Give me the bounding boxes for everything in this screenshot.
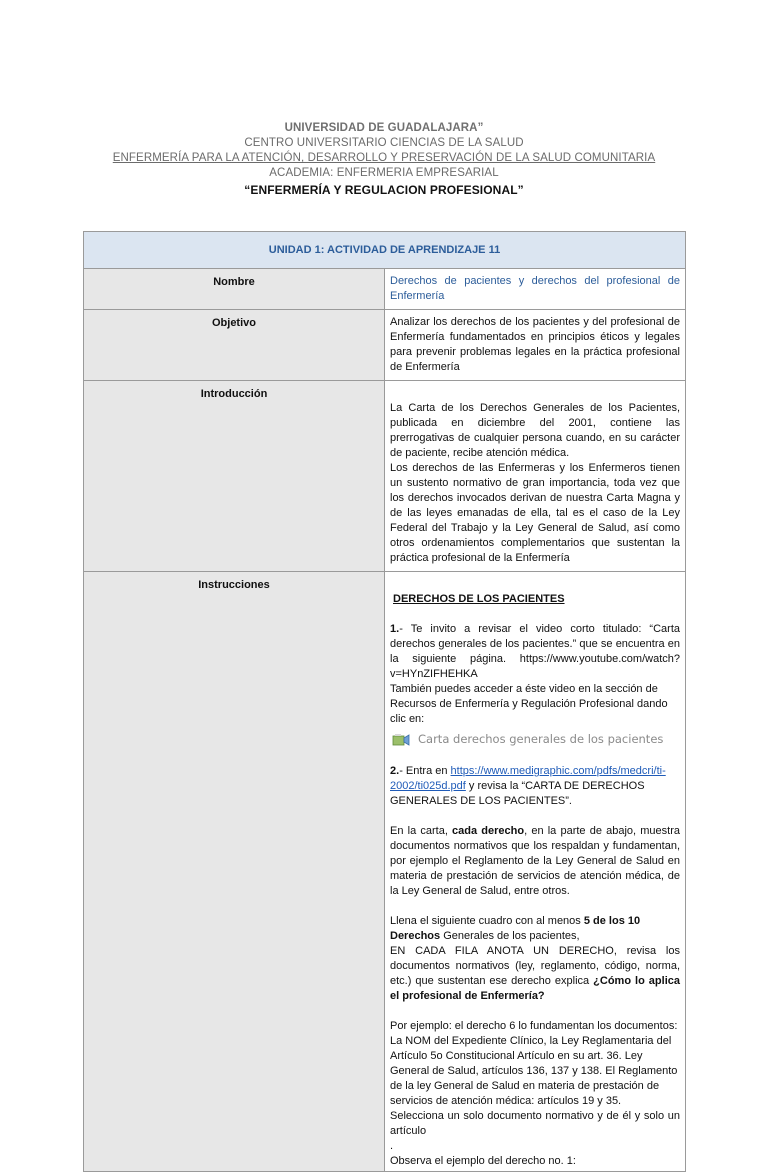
- academy-name: ACADEMIA: ENFERMERIA EMPRESARIAL: [269, 167, 499, 179]
- introduccion-label: Introducción: [84, 381, 385, 572]
- video-link[interactable]: [392, 729, 680, 749]
- step-1-text: - Te invito a revisar el video corto titulado: “Carta derechos generales de los pacientes.” que se encuentra en la siguiente página. https://www.youtube.com/watch?v=HYnZIFHEHKA: [390, 623, 680, 680]
- paragraph-3: [390, 824, 680, 899]
- objetivo-label: Objetivo: [84, 310, 385, 381]
- p4-bold2: ¿Cómo lo aplica el profesional de Enfermería?: [390, 975, 680, 1002]
- instrucciones-value: [385, 572, 686, 1172]
- paragraph-5-line-2: Selecciona un solo documento normativo y de él y solo un artículo: [390, 1110, 680, 1137]
- step-2-post: y revisa la “CARTA DE DERECHOS GENERALES DE LOS PACIENTES”.: [390, 780, 645, 807]
- intro-paragraph-2: Los derechos de las Enfermeras y los Enfermeros tienen un sustento normativo de gran importancia, toda vez que los derechos invocados derivan de nuestra Carta Magna y de las leyes emanadas de ella, tal es el caso de la Ley Federal del Trabajo y la Ley General de Salud, así como otros ordenamientos complementarios que sustentan la práctica profesional de la Enfermería: [390, 462, 680, 564]
- program-name: ENFERMERÍA PARA LA ATENCIÓN, DESARROLLO Y PRESERVACIÓN DE LA SALUD COMUNITARIA: [112, 152, 656, 164]
- instrucciones-row: [84, 572, 686, 1172]
- paragraph-4: [390, 914, 680, 944]
- video-link-label[interactable]: Carta derechos generales de los pacientes: [418, 731, 664, 746]
- step-1: [390, 622, 680, 682]
- nombre-label: Nombre: [84, 269, 385, 310]
- step-2-pre: - Entra en: [399, 765, 451, 777]
- course-title: “ENFERMERÍA Y REGULACION PROFESIONAL”: [244, 183, 524, 197]
- p4-post: Generales de los pacientes,: [440, 930, 580, 942]
- university-name: UNIVERSIDAD DE GUADALAJARA”: [284, 122, 484, 134]
- step-2-number: 2.: [390, 765, 400, 777]
- objetivo-value: Analizar los derechos de los pacientes y del profesional de Enfermería fundamentados en principios éticos y legales para prevenir problemas legales en la práctica profesional de Enfermería: [385, 310, 686, 381]
- instrucciones-label: Instrucciones: [84, 572, 385, 1172]
- introduccion-value: [385, 381, 686, 572]
- unit-row: [84, 232, 686, 269]
- paragraph-6: Observa el ejemplo del derecho no. 1:: [390, 1155, 576, 1167]
- p3-pre: En la carta,: [390, 825, 453, 837]
- nombre-row: [84, 269, 686, 310]
- objetivo-row: [84, 310, 686, 381]
- step-2: [390, 764, 680, 809]
- p4-line2: EN CADA FILA ANOTA UN DERECHO, revisa los documentos normativos (ley, reglamento, código, norma, etc.) que sustentan ese derecho explica: [390, 945, 680, 987]
- center-name: CENTRO UNIVERSITARIO CIENCIAS DE LA SALUD: [244, 137, 524, 149]
- medigraphic-link[interactable]: https://www.medigraphic.com/pdfs/medcri/ti-2002/ti025d.pdf: [390, 765, 666, 792]
- step-1-number: 1.: [390, 623, 400, 635]
- p4-bold: 5 de los 10 Derechos: [390, 915, 641, 942]
- paragraph-4-line-2: [390, 944, 680, 1004]
- step-1-alternative: También puedes acceder a éste video en la sección de Recursos de Enfermería y Regulación Profesional dando clic en:: [390, 683, 668, 725]
- section-title: DERECHOS DE LOS PACIENTES: [393, 593, 565, 605]
- document-header: [0, 121, 768, 198]
- unit-title: UNIDAD 1: ACTIVIDAD DE APRENDIZAJE 11: [84, 232, 686, 269]
- video-file-icon: [392, 733, 410, 746]
- activity-table: [83, 231, 686, 1172]
- p3-post: , en la parte de abajo, muestra documentos normativos que los respaldan y fundamentan, por ejemplo el Reglamento de la Ley General de Salud en materia de prestación de servicios de atención médica, de la Ley General de Salud, entre otros.: [390, 825, 680, 897]
- nombre-value: Derechos de pacientes y derechos del profesional de Enfermería: [385, 269, 686, 310]
- p3-bold: cada derecho: [452, 825, 525, 837]
- paragraph-5-dot: .: [390, 1140, 394, 1152]
- introduccion-row: [84, 381, 686, 572]
- p4-pre: Llena el siguiente cuadro con al menos: [390, 915, 584, 927]
- intro-paragraph-1: La Carta de los Derechos Generales de los Pacientes, publicada en diciembre del 2001, contiene las prerrogativas de cualquier persona cuando, en su carácter de paciente, recibe atención médica.: [390, 402, 680, 459]
- paragraph-5: Por ejemplo: el derecho 6 lo fundamentan los documentos: La NOM del Expediente Clínico, la Ley Reglamentaria del Artículo 5o Constitucional Artículo en su art. 36. Ley General de Salud, artículos 136, 137 y 138. El Reglamento de la ley General de Salud en materia de prestación de servicios de atención médica: artículos 19 y 35.: [390, 1020, 678, 1107]
